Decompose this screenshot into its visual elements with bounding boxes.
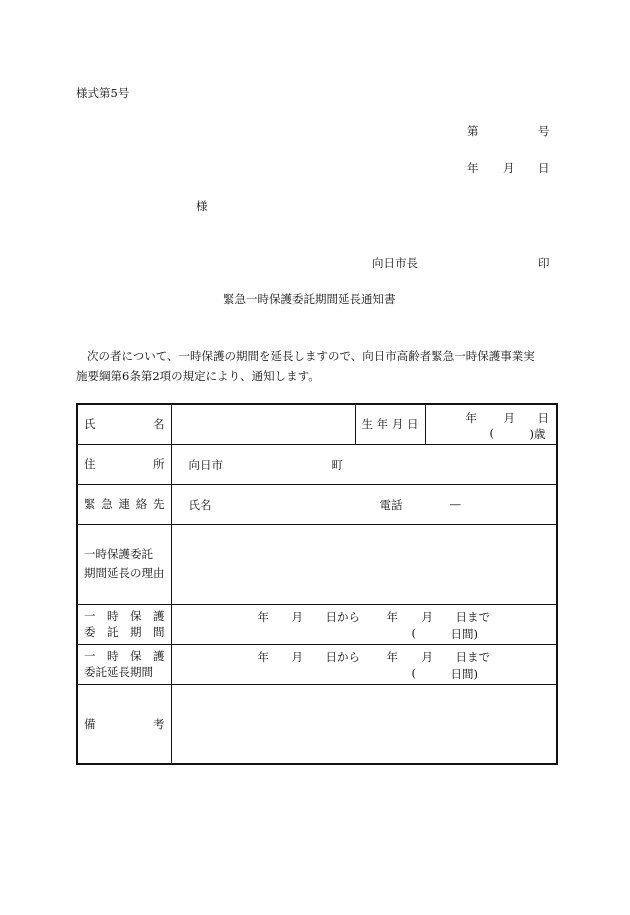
address-city: 向日市 (188, 457, 223, 472)
reason-label: 一時保護委託 期間延長の理由 (77, 524, 171, 604)
birthdate-value[interactable] (425, 404, 557, 444)
birth-day: 日 (537, 411, 549, 425)
address-value[interactable] (171, 444, 557, 484)
extension-period-row (77, 644, 557, 684)
date-month: 月 (503, 161, 515, 175)
date-day: 日 (538, 161, 550, 175)
remarks-label: 備 考 (77, 684, 171, 764)
emergency-phone-label: 電話 (379, 497, 403, 512)
body-line-2: 施要綱第6条第2項の規定により、通知します。 (76, 369, 320, 383)
addressee-suffix: 様 (196, 199, 208, 213)
protection-period-label: 一 時 保 護 委 託 期 間 (77, 604, 171, 644)
body-line-1: 次の者について、一時保護の期間を延長しますので、向日市高齢者緊急一時保護事業実 (87, 349, 535, 363)
extension-period-value[interactable]: 年 月 日から 年 月 日まで ( 日間) (171, 644, 557, 684)
protection-period-row (77, 604, 557, 644)
birthdate-label: 生 年 月 日 (355, 404, 425, 444)
extension-period-label: 一 時 保 護 委託延長期間 (77, 644, 171, 684)
address-label: 住 所 (77, 444, 171, 484)
seal-mark: 印 (538, 256, 550, 270)
issuer-name: 向日市長 (372, 256, 418, 270)
name-label: 氏 名 (77, 404, 171, 444)
remarks-row (77, 684, 557, 764)
emergency-contact-value[interactable] (171, 484, 557, 524)
reason-row (77, 524, 557, 604)
notice-form-table (76, 403, 558, 765)
emergency-contact-label: 緊 急 連 絡 先 (77, 484, 171, 524)
reason-value[interactable] (171, 524, 557, 604)
name-row (77, 404, 557, 444)
remarks-value[interactable] (171, 684, 557, 764)
address-town: 町 (331, 457, 343, 472)
date-year: 年 (467, 161, 479, 175)
doc-number-prefix: 第 (467, 124, 479, 138)
birth-month: 月 (503, 411, 515, 425)
doc-number-suffix: 号 (538, 124, 550, 138)
age-close: )歳 (529, 427, 546, 441)
name-value[interactable] (171, 404, 355, 444)
body-paragraph (76, 346, 556, 386)
emergency-contact-row (77, 484, 557, 524)
emergency-name-label: 氏名 (188, 497, 212, 512)
address-row (77, 444, 557, 484)
protection-period-value[interactable]: 年 月 日から 年 月 日まで ( 日間) (171, 604, 557, 644)
birth-year: 年 (465, 411, 477, 425)
age-open-paren: ( (489, 426, 494, 440)
document-title: 緊急一時保護委託期間延長通知書 (223, 292, 396, 306)
form-number: 様式第5号 (76, 86, 130, 100)
phone-dash: — (449, 496, 461, 511)
